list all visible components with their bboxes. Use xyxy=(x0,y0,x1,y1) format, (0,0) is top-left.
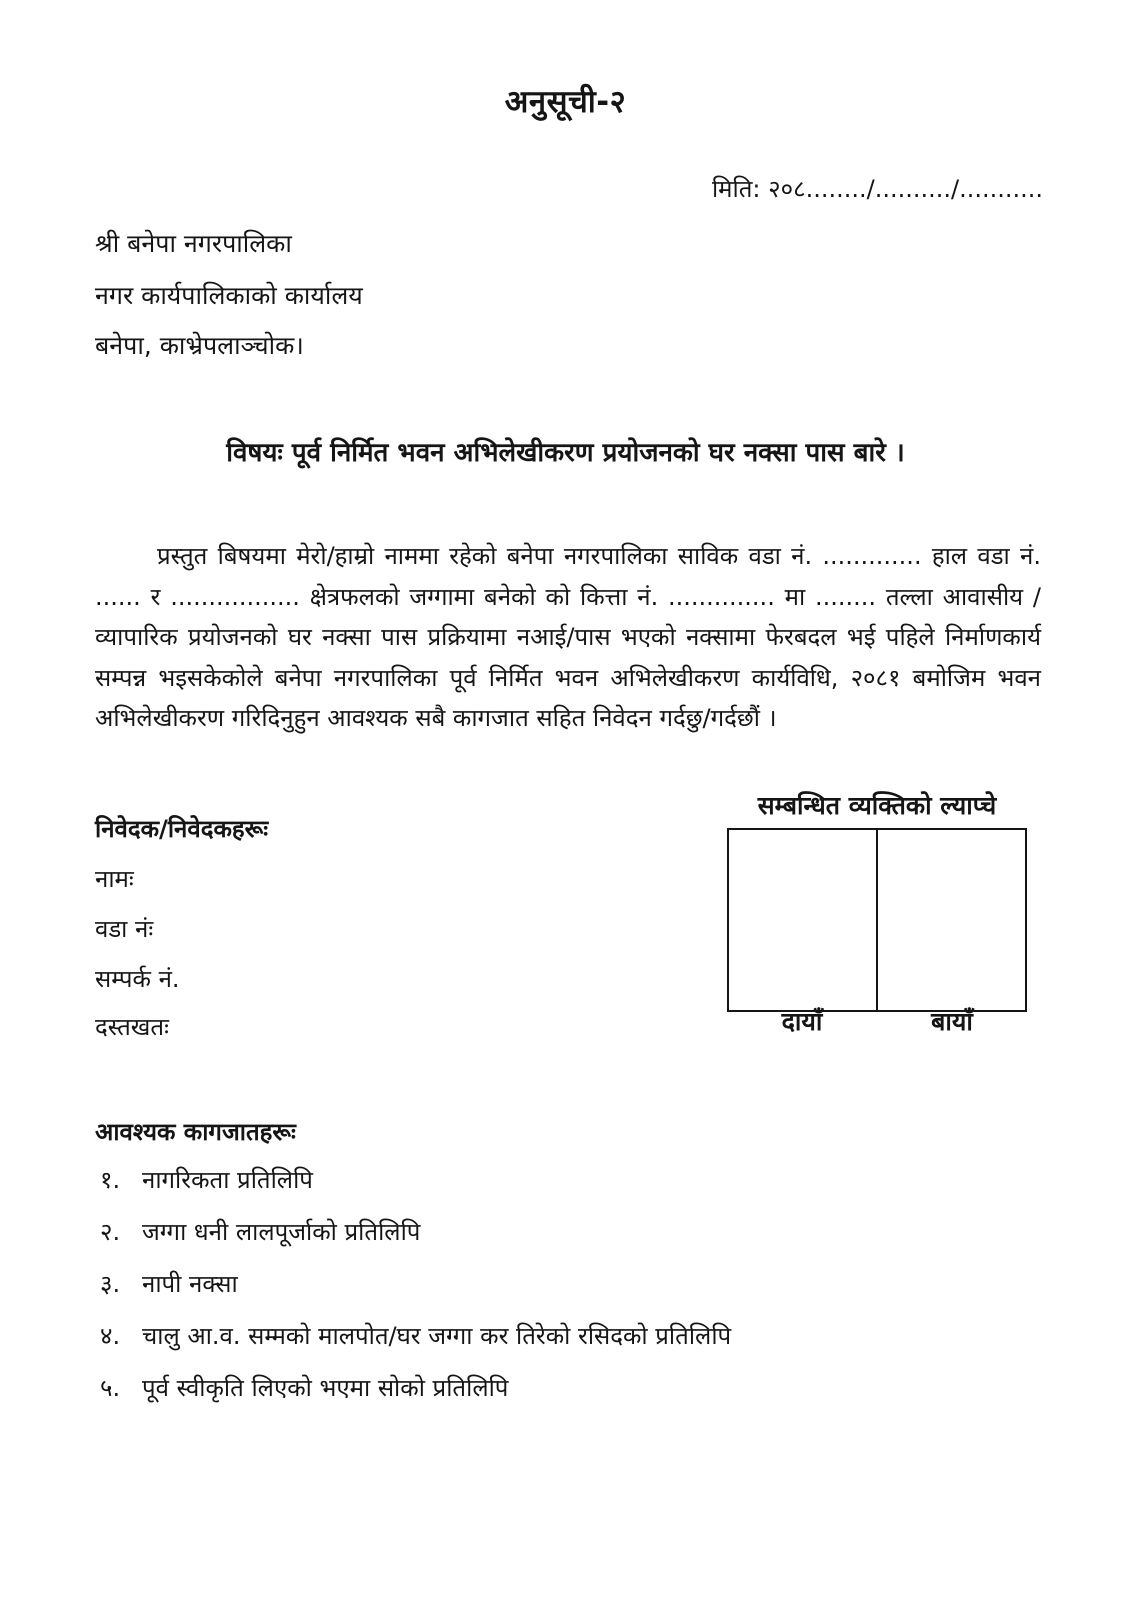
document-list-item xyxy=(100,1215,420,1248)
fingerprint-label-left: बायाँ xyxy=(931,1007,973,1036)
document-item-text: जग्गा धनी लालपूर्जाको प्रतिलिपि xyxy=(142,1218,421,1246)
applicant-field-name: नामः xyxy=(95,865,134,893)
fingerprint-label-right: दायाँ xyxy=(781,1007,823,1036)
fingerprint-labels-row xyxy=(727,1004,1027,1038)
address-line-office: नगर कार्यपालिकाको कार्यालय xyxy=(95,281,363,310)
fingerprint-section-heading: सम्बन्धित व्यक्तिको ल्याप्चे xyxy=(757,791,997,820)
document-item-text: नापी नक्सा xyxy=(142,1270,238,1298)
subject-line: विषयः पूर्व निर्मित भवन अभिलेखीकरण प्रयोजनको घर नक्सा पास बारे । xyxy=(226,438,905,468)
document-item-number: ३. xyxy=(100,1270,121,1298)
fingerprint-box xyxy=(727,828,1027,1012)
document-list-item xyxy=(100,1371,508,1404)
document-item-number: २. xyxy=(100,1218,121,1246)
document-item-text: नागरिकता प्रतिलिपि xyxy=(142,1166,313,1194)
document-list-item xyxy=(100,1319,731,1352)
applicant-field-signature: दस्तखतः xyxy=(95,1013,169,1041)
document-item-number: १. xyxy=(100,1166,121,1194)
document-list-item xyxy=(100,1163,313,1196)
page-title: अनुसूची-२ xyxy=(504,84,627,120)
body-paragraph: प्रस्तुत बिषयमा मेरो/हाम्रो नाममा रहेको बनेपा नगरपालिका साविक वडा नं. ............. हाल वडा नं. ...... र ................. क्षेत्रफलको जग्गामा बनेको को कित्ता नं. .............. मा ........ तल्ला आवासीय /व्यापारिक प्रयोजनको घर नक्सा पास प्रक्रियामा नआई/पास भएको नक्सामा फेरबदल भई पहिले निर्माणकार्य सम्पन्न भइसकेकोले बनेपा नगरपालिका पूर्व निर्मित भवन अभिलेखीकरण कार्यविधि, २०८१ बमोजिम भवन अभिलेखीकरण गरिदिनुहुन आवश्यक सबै कागजात सहित निवेदन गर्दछु/गर्दछौं । xyxy=(95,542,1041,732)
date-line: मिति: २०८......../........../........... xyxy=(711,175,1043,203)
document-item-text: पूर्व स्वीकृति लिएको भएमा सोको प्रतिलिपि xyxy=(142,1374,509,1402)
address-line-district: बनेपा, काभ्रेपलाञ्चोक। xyxy=(95,331,304,360)
fingerprint-cell-right-thumb xyxy=(729,830,878,1010)
fingerprint-cell-left-thumb xyxy=(878,830,1025,1010)
documents-section-heading: आवश्यक कागजातहरूः xyxy=(95,1118,296,1146)
document-list-item xyxy=(100,1267,238,1300)
applicant-field-contact-no: सम्पर्क नं. xyxy=(95,965,180,993)
applicant-section-heading: निवेदक/निवेदकहरूः xyxy=(95,815,269,843)
address-line-municipality: श्री बनेपा नगरपालिका xyxy=(95,229,292,258)
document-item-text: चालु आ.व. सम्मको मालपोत/घर जग्गा कर तिरेको रसिदको प्रतिलिपि xyxy=(142,1322,732,1350)
applicant-field-ward-no: वडा नंः xyxy=(95,915,154,943)
document-item-number: ५. xyxy=(100,1374,121,1402)
document-item-number: ४. xyxy=(100,1322,121,1350)
